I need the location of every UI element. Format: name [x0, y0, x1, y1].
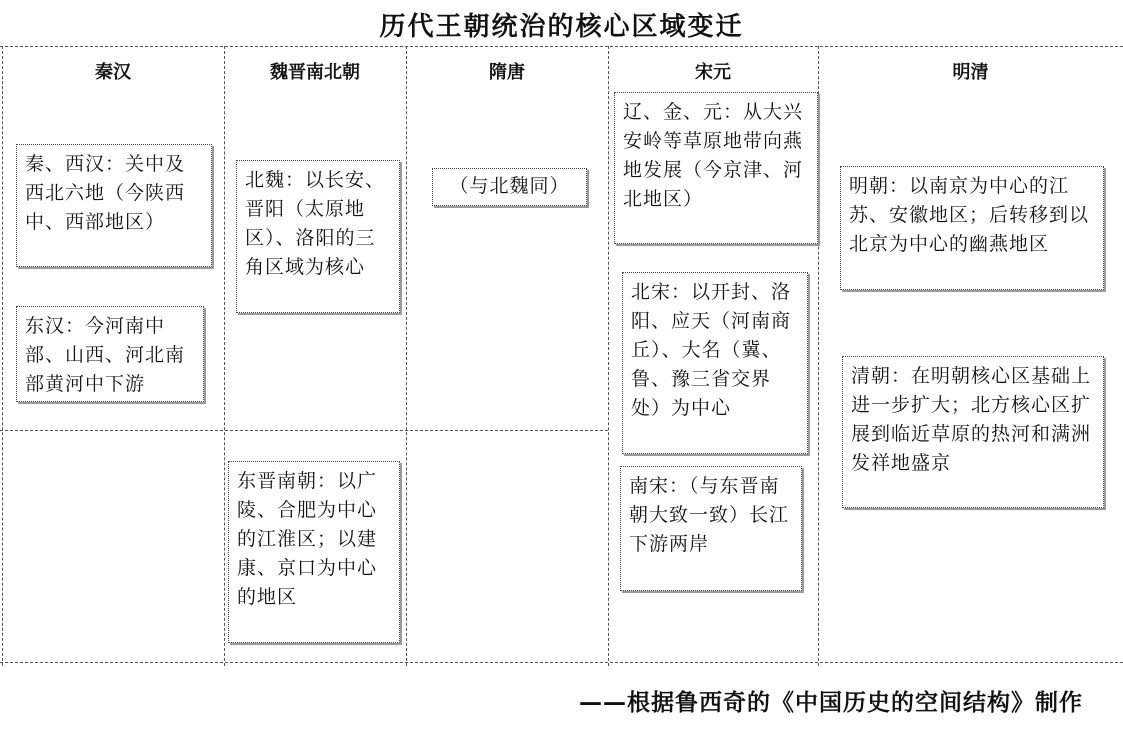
column-divider-2 — [224, 46, 225, 666]
box-beisong: 北宋：以开封、洛阳、应天（河南商丘）、大名（冀、鲁、豫三省交界处）为中心 — [622, 272, 808, 454]
column-divider-1 — [2, 46, 3, 666]
column-header-qinhan: 秦汉 — [95, 62, 131, 83]
box-beiwei: 北魏：以长安、晋阳（太原地区）、洛阳的三角区域为核心 — [236, 160, 400, 313]
page-title: 历代王朝统治的核心区域变迁 — [379, 12, 744, 42]
column-header-songyuan: 宋元 — [695, 62, 731, 83]
table-top-border — [0, 46, 1123, 47]
column-header-suitang: 隋唐 — [489, 62, 525, 83]
box-dongjin-nanchao: 东晋南朝：以广陵、合肥为中心的江淮区；以建康、京口为中心的地区 — [228, 461, 400, 643]
source-note: ——根据鲁西奇的《中国历史的空间结构》制作 — [579, 690, 1083, 716]
column-header-mingqing: 明清 — [952, 62, 989, 83]
column-divider-4 — [608, 46, 609, 666]
box-suitang: （与北魏同） — [432, 168, 587, 206]
box-donghan: 东汉：今河南中部、山西、河北南部黄河中下游 — [16, 306, 204, 402]
column-divider-3 — [406, 46, 407, 666]
column-header-weijin: 魏晋南北朝 — [270, 62, 360, 83]
column-divider-5 — [818, 46, 819, 666]
table-bottom-border — [0, 662, 1123, 663]
row-divider-left — [0, 430, 608, 431]
box-nansong: 南宋：（与东晋南朝大致一致）长江下游两岸 — [620, 466, 802, 591]
box-qing: 清朝：在明朝核心区基础上进一步扩大；北方核心区扩展到临近草原的热河和满洲发祥地盛京 — [842, 356, 1104, 508]
box-qin-xihan: 秦、西汉：关中及西北六地（今陕西中、西部地区） — [16, 144, 212, 267]
box-ming: 明朝：以南京为中心的江苏、安徽地区；后转移到以北京为中心的幽燕地区 — [840, 166, 1104, 290]
box-liao-jin-yuan: 辽、金、元：从大兴安岭等草原地带向燕地发展（今京津、河北地区） — [614, 92, 818, 244]
